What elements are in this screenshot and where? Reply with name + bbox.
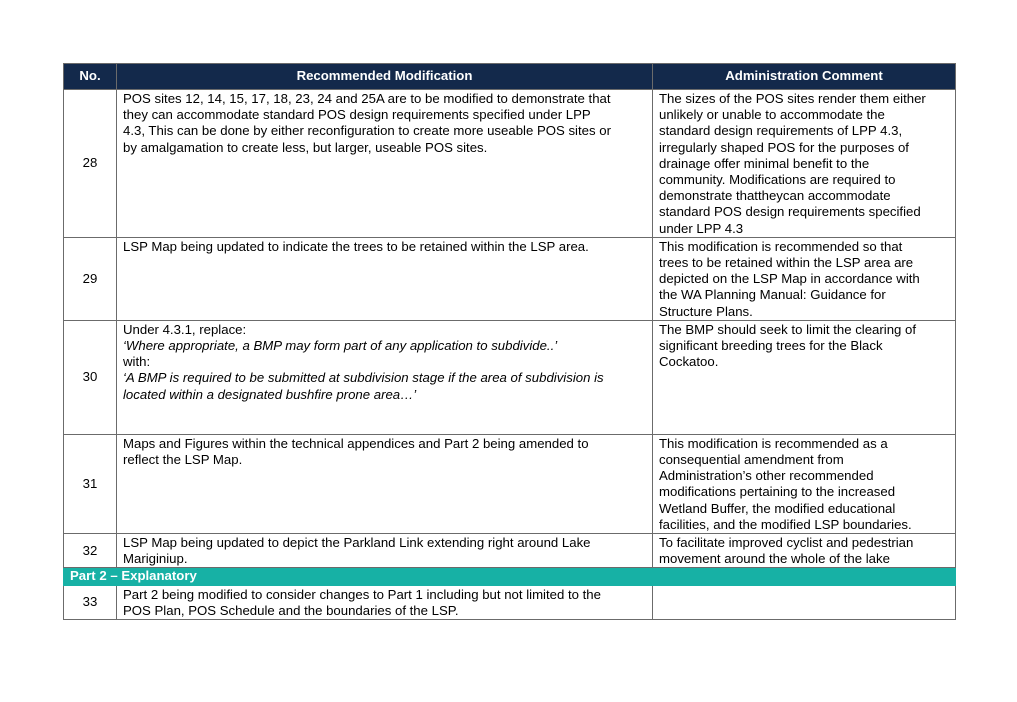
text-line: standard design requirements of LPP 4.3,	[659, 123, 903, 139]
text-line: the WA Planning Manual: Guidance for	[659, 287, 886, 303]
modification-cell	[117, 320, 653, 434]
section-row	[64, 568, 956, 585]
text-line: Part 2 being modified to consider changes to Part 1 including but not limited to the	[123, 586, 601, 602]
text-line: with:	[123, 354, 151, 370]
modification-cell	[117, 434, 653, 533]
text-line: demonstrate thattheycan accommodate	[659, 188, 891, 204]
text-line: irregularly shaped POS for the purposes of	[659, 139, 909, 155]
row-number: 31	[64, 434, 117, 533]
text-line: under LPP 4.3	[659, 220, 744, 236]
row-number: 29	[64, 237, 117, 320]
text-line: consequential amendment from	[659, 452, 844, 468]
text-line: by amalgamation to create less, but larger, useable POS sites.	[123, 139, 488, 155]
modification-cell	[117, 534, 653, 568]
modifications-table	[63, 63, 956, 620]
comment-cell	[653, 237, 956, 320]
text-line: Wetland Buffer, the modified educational	[659, 500, 896, 516]
text-line: movement around the whole of the lake	[659, 551, 890, 567]
text-line: 4.3, This can be done by either reconfiguration to create more useable POS sites or	[123, 123, 611, 139]
comment-cell	[653, 90, 956, 238]
section-title: Part 2 – Explanatory	[64, 568, 956, 585]
comment-cell	[653, 534, 956, 568]
text-line: unlikely or unable to accommodate the	[659, 107, 885, 123]
text-line: To facilitate improved cyclist and pedestrian	[659, 535, 914, 551]
modification-cell	[117, 237, 653, 320]
text-line: drainage offer minimal benefit to the	[659, 155, 870, 171]
text-line: LSP Map being updated to indicate the trees to be retained within the LSP area.	[123, 238, 589, 254]
quoted-text-line: ‘A BMP is required to be submitted at subdivision stage if the area of subdivision is	[123, 370, 604, 386]
header-administration-comment: Administration Comment	[653, 64, 956, 90]
quoted-text-line: located within a designated bushfire prone area…’	[123, 386, 417, 402]
text-line: facilities, and the modified LSP boundaries.	[659, 516, 912, 532]
text-line: The BMP should seek to limit the clearing of	[659, 321, 917, 337]
modification-cell	[117, 585, 653, 619]
text-line: significant breeding trees for the Black	[659, 338, 883, 354]
header-recommended-modification: Recommended Modification	[117, 64, 653, 90]
text-line: Under 4.3.1, replace:	[123, 321, 247, 337]
comment-cell	[653, 320, 956, 434]
text-line: Cockatoo.	[659, 354, 719, 370]
text-line: Administration’s other recommended	[659, 468, 874, 484]
row-number: 30	[64, 320, 117, 434]
text-line: reflect the LSP Map.	[123, 452, 243, 468]
row-number: 33	[64, 585, 117, 619]
header-no: No.	[64, 64, 117, 90]
table-row	[64, 534, 956, 568]
table-row	[64, 585, 956, 619]
text-line: LSP Map being updated to depict the Parkland Link extending right around Lake	[123, 535, 591, 551]
table-row	[64, 320, 956, 434]
text-line: The sizes of the POS sites render them either	[659, 91, 926, 106]
text-line: standard POS design requirements specified	[659, 204, 921, 220]
row-number: 28	[64, 90, 117, 238]
text-line: Maps and Figures within the technical appendices and Part 2 being amended to	[123, 435, 589, 451]
table-row	[64, 434, 956, 533]
table-row	[64, 90, 956, 238]
text-line: they can accommodate standard POS design requirements specified under LPP	[123, 107, 591, 123]
text-line: This modification is recommended so that	[659, 238, 903, 254]
modification-cell	[117, 90, 653, 238]
table-row	[64, 237, 956, 320]
row-number: 32	[64, 534, 117, 568]
text-line: modifications pertaining to the increased	[659, 484, 896, 500]
text-line: depicted on the LSP Map in accordance with	[659, 271, 920, 287]
table-header-row	[64, 64, 956, 90]
comment-cell	[653, 585, 956, 619]
quoted-text-line: ‘Where appropriate, a BMP may form part of any application to subdivide..’	[123, 338, 558, 354]
text-line: POS sites 12, 14, 15, 17, 18, 23, 24 and 25A are to be modified to demonstrate that	[123, 91, 611, 106]
text-line: This modification is recommended as a	[659, 435, 888, 451]
text-line: community. Modifications are required to	[659, 172, 896, 188]
comment-cell	[653, 434, 956, 533]
text-line: POS Plan, POS Schedule and the boundaries of the LSP.	[123, 602, 459, 618]
text-line: Mariginiup.	[123, 551, 188, 567]
text-line: trees to be retained within the LSP area are	[659, 255, 914, 271]
text-line: Structure Plans.	[659, 303, 753, 319]
